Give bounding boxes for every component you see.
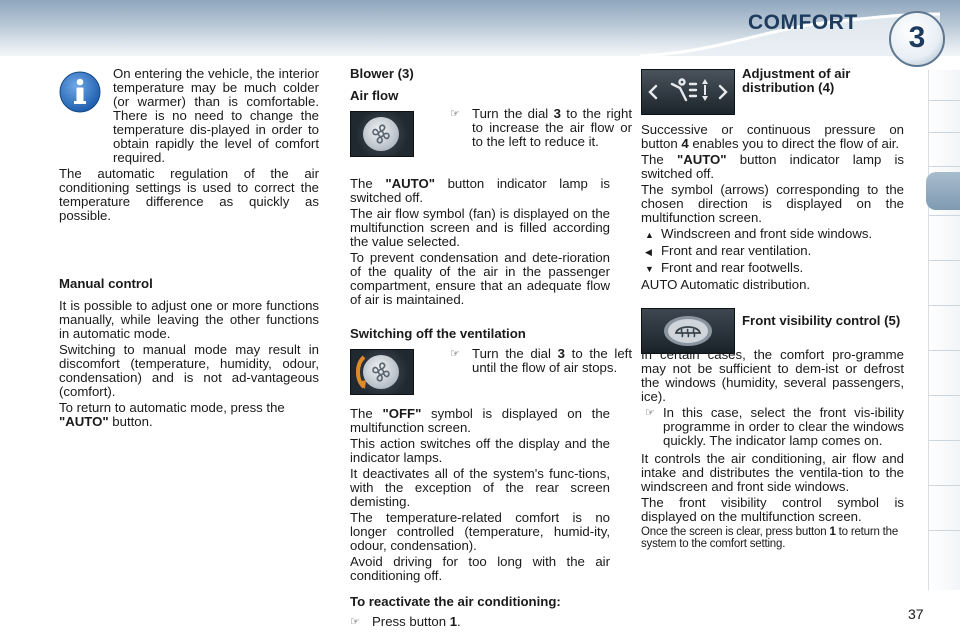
- instruction-text: In this case, select the front vis-ibility programme in order to clear the windows quickly. The indicator lamp comes on.: [663, 405, 904, 448]
- note-text: The: [350, 176, 386, 191]
- dial-number: 3: [557, 346, 565, 361]
- pointing-hand-icon: ☞: [350, 616, 360, 628]
- visibility-paragraph: The front visibility control symbol is displayed on the multifunction screen.: [641, 495, 904, 524]
- chapter-tab-rail: [928, 70, 960, 590]
- off-symbol-note: [350, 407, 610, 435]
- pointing-hand-icon: ☞: [450, 108, 460, 120]
- rail-divider: [929, 100, 960, 101]
- fan-knob: [363, 117, 399, 151]
- fan-icon: [363, 117, 399, 151]
- instruction-text: to the left until the flow of air stops.: [472, 346, 632, 375]
- air-flow-instruction: [450, 107, 632, 149]
- button-number: 1: [449, 614, 458, 629]
- note-text: The: [350, 406, 383, 421]
- air-flow-paragraph: The air flow symbol (fan) is displayed on the multifunction screen and is filled according the value selected.: [350, 206, 610, 249]
- distribution-option: [645, 244, 904, 259]
- air-flow-heading: Air flow: [350, 88, 399, 103]
- fan-dial-off-image: [350, 349, 414, 395]
- column-3: [641, 64, 904, 552]
- note-text: button indicator lamp is switched off.: [350, 176, 610, 205]
- option-text: Front and rear ventilation.: [661, 243, 812, 258]
- intro-paragraph: The automatic regulation of the air conditioning settings is used to correct the temperature difference as quickly as possible.: [59, 166, 319, 223]
- page-header: [0, 0, 960, 56]
- note-text: symbol is displayed on the multifunction screen.: [350, 406, 610, 435]
- reactivate-heading: To reactivate the air conditioning:: [350, 594, 561, 609]
- note-text: to return the system to the comfort setting.: [641, 526, 899, 550]
- note-text: Once the screen is clear, press button: [641, 526, 830, 538]
- intro-paragraph: On entering the vehicle, the interior temperature may be much colder (or warmer) than is comfortable. There is no need to change the temperature dis-played in order to obtain rapidly the level of comfort required.: [113, 66, 319, 165]
- instruction-text: to the right to increase the air flow or to the left to reduce it.: [472, 106, 632, 149]
- switch-off-paragraph: It deactivates all of the system's func-tions, with the exception of the rear screen demisting.: [350, 466, 610, 509]
- auto-keyword: "AUTO": [385, 176, 435, 191]
- instruction-text: Turn the dial: [472, 346, 558, 361]
- rail-divider: [929, 166, 960, 167]
- blower-heading: Blower (3): [350, 66, 414, 81]
- active-chapter-tab[interactable]: [926, 172, 960, 210]
- distribution-paragraph: The symbol (arrows) corresponding to the chosen direction is displayed on the multifunction screen.: [641, 182, 904, 225]
- rail-divider: [929, 440, 960, 441]
- visibility-paragraph: In certain cases, the comfort pro-gramme may not be sufficient to dem-ist or defrost the windows (humidity, several passengers, ice).: [641, 347, 904, 404]
- page-number: 37: [908, 606, 924, 622]
- button-number: 4: [681, 136, 689, 151]
- button-number: 1: [829, 526, 836, 538]
- section-title: COMFORT: [748, 11, 858, 34]
- front-visibility-heading: Front visibility control (5): [742, 313, 901, 328]
- pointing-hand-icon: ☞: [645, 407, 655, 419]
- column-1: [59, 64, 319, 429]
- air-distribution-heading: Adjustment of air distribution (4): [742, 66, 851, 95]
- distribution-auto-note: [641, 153, 904, 181]
- switch-off-paragraph: The temperature-related comfort is no longer controlled (temperature, humid-ity, odour, condensation).: [350, 510, 610, 553]
- fan-icon: [363, 355, 399, 389]
- manual-paragraph: [59, 401, 319, 429]
- instruction-text: .: [457, 614, 461, 629]
- instruction-text: Turn the dial: [472, 106, 554, 121]
- visibility-paragraph: It controls the air conditioning, air flow and intake and distributes the ventila-tion to the windscreen and front side windows.: [641, 451, 904, 494]
- instruction-text: Press button: [372, 614, 450, 629]
- manual-paragraph: It is possible to adjust one or more functions manually, while leaving the other functions in automatic mode.: [59, 298, 319, 341]
- rail-divider: [929, 485, 960, 486]
- fan-knob: [363, 355, 399, 389]
- reactivate-instruction: [350, 615, 610, 629]
- switch-off-block: [350, 346, 632, 407]
- distribution-option: [645, 261, 904, 276]
- switch-off-paragraph: This action switches off the display and the indicator lamps.: [350, 436, 610, 465]
- switch-off-paragraph: Avoid driving for too long with the air conditioning off.: [350, 554, 610, 583]
- visibility-instruction: [641, 406, 904, 448]
- option-text: Front and rear footwells.: [661, 260, 804, 275]
- distribution-options-list: [641, 227, 904, 276]
- auto-distribution-line: AUTO Automatic distribution.: [641, 277, 811, 292]
- paragraph-text: enables you to direct the flow of air.: [688, 136, 900, 151]
- off-keyword: "OFF": [382, 406, 422, 421]
- switching-off-heading: Switching off the ventilation: [350, 326, 526, 341]
- switch-off-instruction: [450, 347, 632, 375]
- auto-lamp-note: [350, 177, 610, 205]
- auto-keyword: "AUTO": [676, 152, 727, 167]
- chapter-number-badge: 3: [889, 11, 945, 67]
- rail-divider: [929, 305, 960, 306]
- rail-divider: [929, 395, 960, 396]
- visibility-note: [641, 526, 904, 550]
- dial-number: 3: [553, 106, 561, 121]
- left-arrow-icon: ◀: [645, 247, 652, 257]
- air-flow-block: [350, 106, 632, 177]
- distribution-option: [645, 227, 904, 242]
- manual-text: To return to automatic mode, press the: [59, 400, 285, 415]
- rail-divider: [929, 132, 960, 133]
- rail-divider: [929, 215, 960, 216]
- fan-dial-image: [350, 111, 414, 157]
- manual-control-heading: Manual control: [59, 276, 153, 291]
- distribution-paragraph: [641, 123, 904, 151]
- rail-divider: [929, 530, 960, 531]
- auto-keyword: "AUTO": [59, 414, 109, 429]
- note-text: The: [641, 152, 677, 167]
- manual-text: button.: [108, 414, 153, 429]
- rail-divider: [929, 350, 960, 351]
- rail-divider: [929, 260, 960, 261]
- up-arrow-icon: ▲: [645, 230, 654, 240]
- air-flow-paragraph: To prevent condensation and dete-rioration of the quality of the air in the passenger compartment, ensure that an adequate flow of air is maintained.: [350, 250, 610, 307]
- down-arrow-icon: ▼: [645, 264, 654, 274]
- column-2: [350, 64, 632, 629]
- paragraph-text: Successive or continuous pressure on button: [641, 122, 904, 151]
- option-text: Windscreen and front side windows.: [661, 226, 873, 241]
- note-text: button indicator lamp is switched off.: [641, 152, 905, 181]
- rotate-left-arrow-icon: [354, 354, 368, 390]
- manual-paragraph: Switching to manual mode may result in discomfort (temperature, humidity, odour, condensation) and is not ad-vantageous (comfort).: [59, 342, 319, 399]
- pointing-hand-icon: ☞: [450, 348, 460, 360]
